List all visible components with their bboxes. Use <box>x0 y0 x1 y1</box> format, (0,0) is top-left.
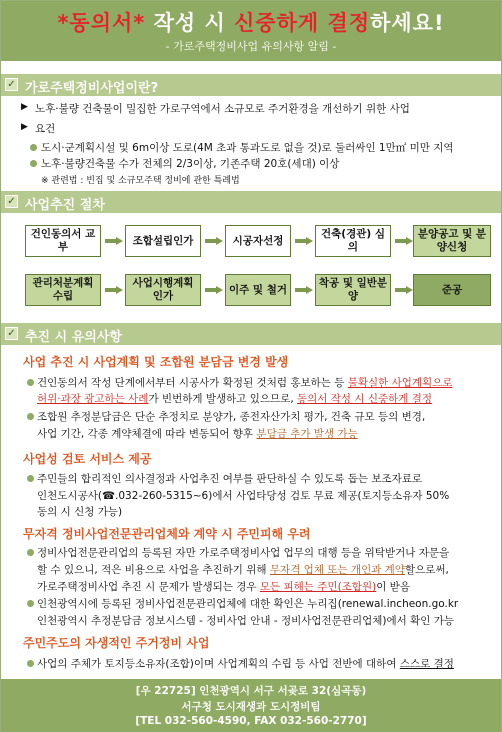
unqualified-text-3: 가로주택정비사업 추진 시 문제가 발생되는 경우 모든 피해는 주민(조합원)이 받음 <box>37 581 410 593</box>
title-part-write: 작성 시 <box>145 11 235 35</box>
dot-bullet-icon <box>27 600 34 607</box>
step-implementation-approval: 사업시행계획 인가 <box>125 274 201 306</box>
step-completion: 준공 <box>413 274 491 306</box>
requirements-label: 요건 <box>35 123 56 135</box>
section-cautions-heading: 추진 시 유의사항 <box>25 330 122 345</box>
requirement-road: 도시·군계획시설 및 6m이상 도로(4M 초과 통과도로 없을 것)로 둘러싸인 1만㎡ 미만 지역 <box>41 142 454 154</box>
caution-share-text-1: 조합원 추정분담금은 단순 추정치로 분양가, 종전자산가치 평가, 건축 규모 등의 변경, <box>37 411 426 423</box>
arrow-right-icon <box>105 237 123 245</box>
arrow-right-icon <box>395 237 413 245</box>
arrow-right-icon <box>105 286 123 294</box>
definition-text: 노후·불량 건축물이 밀집한 가로구역에서 소규모로 주거환경을 개선하기 위한 사업 <box>35 103 410 115</box>
step-union-approval: 조합설립인가 <box>125 225 201 257</box>
footer-department: 서구청 도시재생과 도시정비팀 <box>181 701 321 713</box>
checkbox-icon: ✓ <box>5 195 18 208</box>
caution-plan-text-2: 허위·과장 광고하는 사례가 빈번하게 발생하고 있으므로, 동의서 작성 시 신중하게 결정 <box>37 393 433 405</box>
title-part-end: 하세요! <box>370 11 445 35</box>
dot-bullet-icon <box>27 413 34 420</box>
section-what-is-bar <box>1 74 501 96</box>
section-procedure-heading: 사업추진 절차 <box>25 198 105 213</box>
checkbox-icon: ✓ <box>5 78 18 91</box>
dot-bullet-icon <box>27 379 34 386</box>
arrow-right-icon <box>205 286 223 294</box>
arrow-right-icon <box>295 237 313 245</box>
registry-text-2: 인천광역시 추정분담금 정보시스템 - 정비사업 안내 - 정비사업전문관리업체)에서 확인 가능 <box>37 615 455 627</box>
law-note: ※ 관련법 : 빈집 및 소규모주택 정비에 관한 특례법 <box>41 176 240 186</box>
dot-bullet-icon <box>27 475 34 482</box>
registry-text-1: 인천광역시에 등록된 정비사업전문관리업체에 대한 확인은 누리집(renewal.incheon.go.kr <box>37 598 459 610</box>
section-cautions-bar <box>1 323 501 345</box>
triangle-bullet-icon: ▶ <box>21 102 28 112</box>
page-subtitle: - 가로주택정비사업 유의사항 알림 - <box>165 40 337 53</box>
dot-bullet-icon <box>27 660 34 667</box>
title-part-careful: 신중하게 결정 <box>234 11 371 35</box>
unqualified-text-1: 정비사업전문관리업의 등록된 자만 가로주택정비사업 업무의 대행 등을 위탁받거나 자문을 <box>37 547 450 559</box>
title-part-consent: *동의서* <box>57 11 146 35</box>
checkbox-icon: ✓ <box>5 327 18 340</box>
triangle-bullet-icon: ▶ <box>21 122 28 132</box>
step-construction-sale: 착공 및 일반분양 <box>315 274 391 306</box>
step-management-plan: 관리처분계획 수립 <box>25 274 101 306</box>
caution-heading-plan-change: 사업 추진 시 사업계획 및 조합원 분담금 변경 발생 <box>23 355 289 369</box>
dot-bullet-icon <box>27 549 34 556</box>
footer-phone: [TEL 032-560-4590, FAX 032-560-2770] <box>135 715 367 727</box>
arrow-right-icon <box>395 286 413 294</box>
caution-share-text-2: 사업 기간, 각종 계약체결에 따라 변동되어 향후 분담금 추가 발생 가능 <box>37 428 358 440</box>
step-architecture-review: 건축(경관) 심의 <box>315 225 391 257</box>
footer-contact <box>1 679 501 732</box>
page-title <box>1 7 501 37</box>
dot-bullet-icon <box>30 160 37 167</box>
arrow-right-icon <box>295 286 313 294</box>
caution-heading-review-service: 사업성 검토 서비스 제공 <box>23 452 152 466</box>
caution-heading-resident-led: 주민주도의 자생적인 주거정비 사업 <box>23 636 210 650</box>
caution-heading-unqualified: 무자격 정비사업전문관리업체와 계약 시 주민피해 우려 <box>23 527 311 541</box>
arrow-right-icon <box>205 237 223 245</box>
header-banner <box>1 1 501 61</box>
caution-plan-text-1: 건인동의서 작성 단계에서부터 시공사가 확정된 것처럼 홍보하는 등 불확실한 사업계획으로 <box>37 377 453 389</box>
step-relocation-demolition: 이주 및 철거 <box>225 274 291 306</box>
step-contractor-selection: 시공자선정 <box>225 225 291 257</box>
section-procedure-bar <box>1 191 501 213</box>
review-text-3: 동의 시 신청 가능) <box>37 506 123 518</box>
dot-bullet-icon <box>30 144 37 151</box>
resident-led-text: 사업의 주체가 토지등소유자(조합)이며 사업계획의 수립 등 사업 전반에 대하여 스스로 결정 <box>37 658 454 670</box>
step-consent-issue: 건인동의서 교부 <box>25 225 101 257</box>
review-text-1: 주민들의 합리적인 의사결정과 사업추진 여부를 판단하실 수 있도록 돕는 보조자료로 <box>37 473 423 485</box>
footer-address: [우 22725] 인천광역시 서구 서곶로 32(심곡동) <box>135 685 367 697</box>
review-text-2: 인천도시공사(☎.032-260-5315~6)에서 사업타당성 검토 무료 제공(토지등소유자 50% <box>37 490 450 502</box>
unqualified-text-2: 할 수 있으니, 적은 비용으로 사업을 추진하기 위해 무자격 업체 또는 개인과 계약할으로써, <box>37 564 449 576</box>
section-what-is-heading: 가로주택정비사업이란? <box>25 81 159 96</box>
requirement-buildings: 노후·불량건축물 수가 전체의 2/3이상, 기존주택 20호(세대) 이상 <box>41 158 340 170</box>
step-sale-notice: 분양공고 및 분양신청 <box>413 225 491 257</box>
